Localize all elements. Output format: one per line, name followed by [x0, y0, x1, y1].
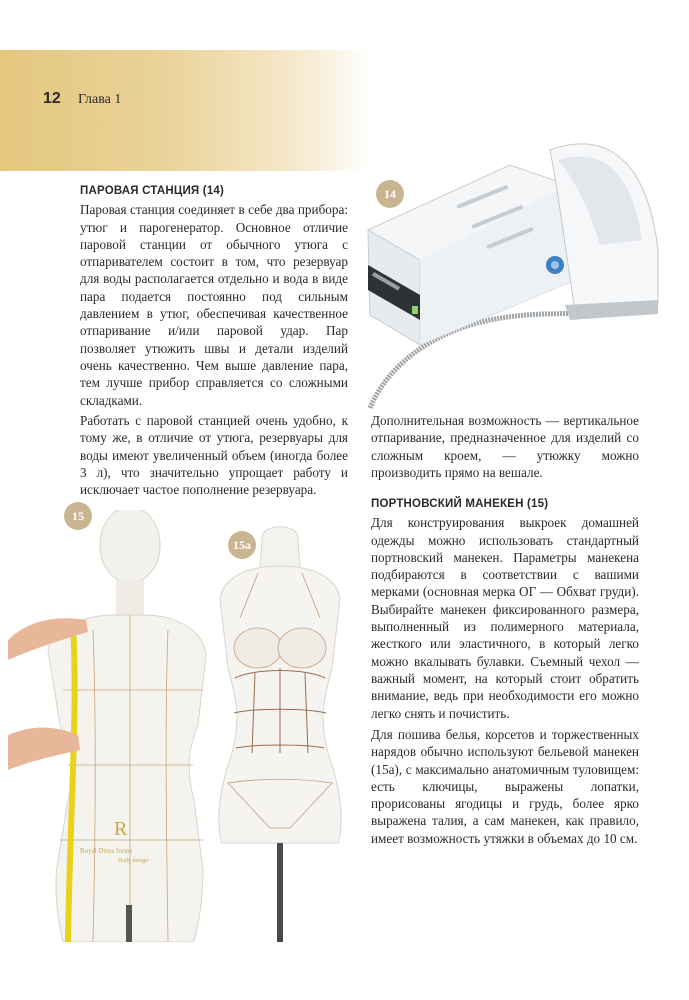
steam-station-paragraph-2: Работать с паровой станцией очень удобно, к тому же, в отличие от утюга, резервуары для воды имеют увеличенный объем (иногда более 3 л), что значительно упрощает работу и исключает частое пополнение резервуара.: [80, 413, 348, 498]
logo-letter: R: [114, 818, 128, 840]
figure-badge-15: 15: [64, 502, 92, 530]
brand-text: Royal Dress forms: [80, 847, 133, 855]
vertical-steam-paragraph: Дополнительная возможность — вертикальное отпаривание, предназначенное для изделий со сложным кроем, — утюжку можно производить прямо на вешале.: [371, 413, 639, 480]
chapter-header-band: [0, 50, 370, 171]
dress-form-image: [8, 510, 208, 942]
page-number: 12: [43, 90, 61, 107]
figure-badge-14: 14: [376, 180, 404, 208]
steam-station-heading: ПАРОВАЯ СТАНЦИЯ (14): [80, 185, 225, 197]
steam-station-paragraph: Паровая станция соединяет в себе два прибора: утюг и парогенератор. Основное отличие паровой станции от обычного утюга с отпаривателем состоит в том, что резервуар для воды располагается отдельно и вода в виде пара подается постоянно под сильным давлением в утюг, обеспечивая качественное отпаривание и/или паровой удар. Пар позволяет утюжить швы и детали изделий очень качественно. Чем выше давление пара, тем лучше прибор справляется со сложными складками.: [80, 202, 348, 408]
mannequin-paragraph: Для конструирования выкроек домашней одежды можно использовать стандартный портновский манекен. Параметры манекена подбираются в соответствии с вашими мерками (основная мерка ОГ — Обхват груди). Выбирайте манекен фиксированного размера, выполненный из полимерного материала, жесткого или эластичного, в который легко можно вкалывать булавки. Съемный чехол — важный момент, на который стоит обратить внимание, ведь при необходимости его можно легко снять и почистить.: [371, 515, 639, 721]
lingerie-mannequin-paragraph: Для пошива белья, корсетов и торжественных нарядов обычно используют бельевой манекен (15а), с максимально анатомичным туловищем: есть ключицы, выражены лопатки, прорисованы ягодицы и грудь, более ярко выражена талия, а сам манекен, как правило, имеет возможность утяжки в объемах до 10 см.: [371, 727, 639, 846]
steam-station-section: [80, 183, 348, 409]
mannequin-section: [371, 496, 639, 722]
steam-station-paragraph-2-block: [80, 412, 348, 498]
figure-badge-15a: 15а: [228, 531, 256, 559]
lingerie-mannequin-block: [371, 726, 639, 847]
chapter-title: Глава 1: [78, 92, 122, 107]
steam-station-image: [360, 130, 660, 410]
lingerie-mannequin-image: [200, 518, 360, 942]
brand-subtext: Body design: [118, 858, 149, 864]
mannequin-heading: ПОРТНОВСКИЙ МАНЕКЕН (15): [371, 498, 549, 510]
vertical-steam-block: [371, 412, 639, 481]
